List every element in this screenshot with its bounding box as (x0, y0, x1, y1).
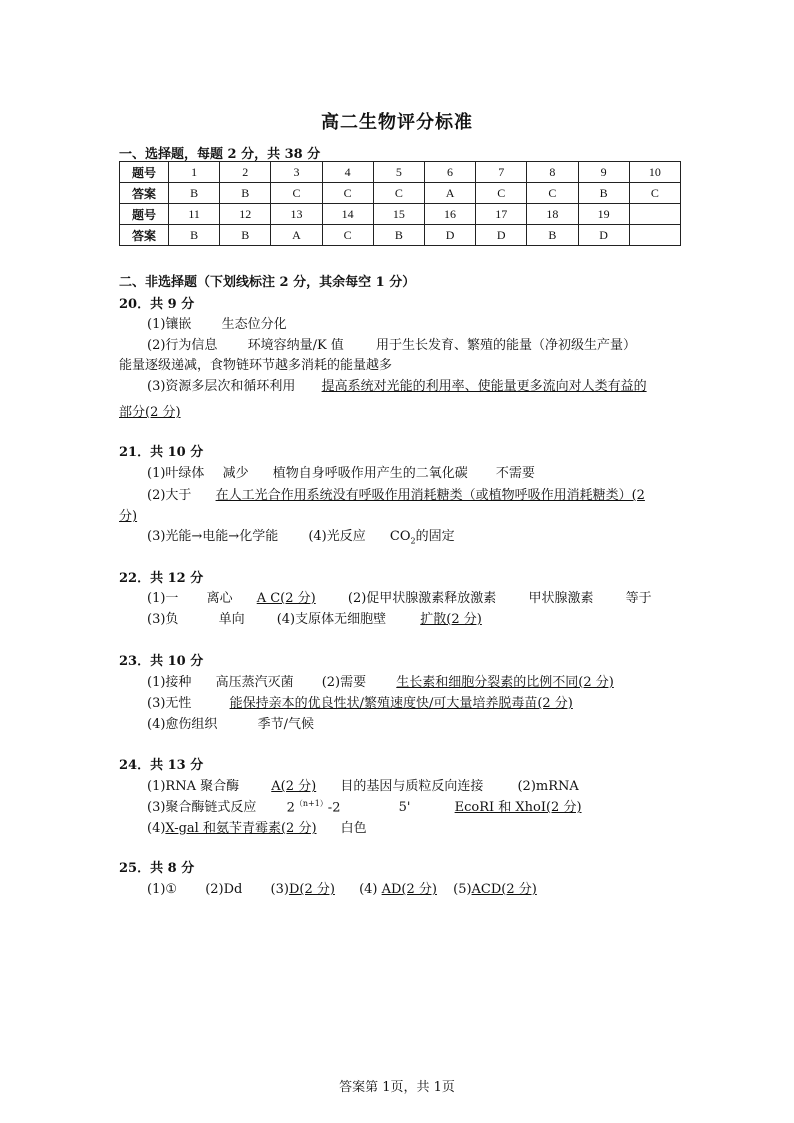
page-footer: 答案第 1页，共 1页 (339, 1080, 455, 1095)
answer-text: 白色 (340, 821, 367, 836)
answer-text: (4)支原体无细胞壁 (276, 612, 387, 627)
answer-text: (1)接种 (147, 675, 192, 690)
answer-text: 等于 (625, 591, 652, 606)
answer-cell: B (220, 225, 271, 246)
underlined-answer: EcoRI 和 XhoI(2 分) (454, 800, 582, 815)
underlined-answer: X-gal 和氨苄青霉素(2 分) (165, 821, 317, 836)
answer-text: (4)光反应 (308, 529, 366, 544)
underlined-answer: 提高系统对光能的利用率、使能量更多流向对人类有益的 (321, 379, 647, 394)
answer-cell: C (271, 183, 322, 204)
question-20-line-3 (119, 354, 392, 373)
underlined-answer: A(2 分) (271, 779, 317, 794)
underlined-answer: A C(2 分) (256, 591, 316, 606)
page-title: 高二生物评分标准 (321, 112, 473, 133)
answer-text: (2)Dd (205, 882, 243, 897)
question-23-line-1 (147, 671, 614, 690)
co2-subscript: 2 (410, 536, 416, 546)
question-number: 9 (578, 162, 629, 183)
row-label-answer: 答案 (120, 225, 169, 246)
answer-cell: D (578, 225, 629, 246)
question-number: 18 (527, 204, 578, 225)
answer-cell: B (527, 225, 578, 246)
answer-text: (1)一 (147, 591, 179, 606)
underlined-answer: 生长素和细胞分裂素的比例不同(2 分) (396, 675, 614, 690)
answer-cell: C (527, 183, 578, 204)
table-row (120, 183, 681, 204)
answer-text: 5' (398, 800, 411, 815)
table-row (120, 225, 681, 246)
answer-cell: A (424, 183, 475, 204)
question-22-line-1 (147, 587, 652, 606)
answer-text: (3)聚合酶链式反应 (147, 800, 257, 815)
question-number: 17 (476, 204, 527, 225)
answer-text: 能量逐级递减，食物链环节越多消耗的能量越多 (119, 358, 393, 373)
question-21-line-3 (119, 505, 137, 524)
answer-text: (2)大于 (147, 488, 192, 503)
question-number: 2 (220, 162, 271, 183)
underlined-answer: ACD(2 分) (471, 882, 537, 897)
question-20-line-5 (119, 401, 181, 420)
answer-cell: C (322, 183, 373, 204)
section2-heading: 二、非选择题（下划线标注 2 分，其余每空 1 分） (119, 275, 416, 290)
answer-cell: B (220, 183, 271, 204)
answer-text: 高压蒸汽灭菌 (215, 675, 294, 690)
question-number: 1 (169, 162, 220, 183)
question-20-line-4 (147, 375, 647, 394)
answer-cell: D (476, 225, 527, 246)
underlined-answer: 扩散(2 分) (420, 612, 482, 627)
question-number: 6 (424, 162, 475, 183)
answer-cell: B (169, 225, 220, 246)
question-20-heading: 20．共 9 分 (119, 297, 195, 312)
question-21-line-4 (147, 525, 455, 546)
answer-text: 用于生长发育、繁殖的能量（净初级生产量） (375, 338, 636, 353)
answer-text: (3)无性 (147, 696, 192, 711)
answer-text: (2)需要 (321, 675, 367, 690)
question-number (629, 204, 680, 225)
answer-cell: C (322, 225, 373, 246)
answer-text: 单向 (218, 612, 245, 627)
answer-text: (4) (147, 821, 166, 836)
question-24-line-2 (147, 796, 582, 815)
question-20-line-1 (147, 313, 287, 332)
question-number: 19 (578, 204, 629, 225)
question-24-line-3 (147, 817, 367, 836)
question-number: 5 (373, 162, 424, 183)
answer-text: (3)光能→电能→化学能 (147, 529, 279, 544)
answer-text: 生态位分化 (221, 317, 287, 332)
answer-cell: A (271, 225, 322, 246)
answer-text: 植物自身呼吸作用产生的二氧化碳 (272, 466, 468, 481)
answer-label: (5) (453, 882, 472, 897)
answer-text: (4)愈伤组织 (147, 717, 218, 732)
answer-text: (2)促甲状腺激素释放激素 (347, 591, 497, 606)
underlined-answer: 在人工光合作用系统没有呼吸作用消耗糖类（或植物呼吸作用消耗糖类）(2 (215, 488, 645, 503)
question-24-heading: 24．共 13 分 (119, 758, 204, 773)
question-number: 4 (322, 162, 373, 183)
question-number: 7 (476, 162, 527, 183)
underlined-answer: 分) (119, 509, 138, 524)
row-label-question: 题号 (120, 162, 169, 183)
question-number: 14 (322, 204, 373, 225)
table-row (120, 204, 681, 225)
fixation-text: 的固定 (415, 529, 455, 544)
answer-text: 甲状腺激素 (528, 591, 594, 606)
power-tail: -2 (327, 800, 341, 815)
underlined-answer: AD(2 分) (381, 882, 437, 897)
question-21-heading: 21．共 10 分 (119, 445, 204, 460)
answer-text: (1)RNA 聚合酶 (147, 779, 240, 794)
answer-cell: B (578, 183, 629, 204)
answer-cell: C (373, 183, 424, 204)
answer-text (359, 878, 437, 897)
answer-label: (4) (359, 882, 382, 897)
answer-text: (2)mRNA (517, 779, 579, 794)
co2-text: CO (389, 529, 411, 544)
answer-text: 季节/气候 (257, 717, 314, 732)
question-20-line-2 (147, 334, 636, 353)
answer-text: 离心 (206, 591, 233, 606)
question-23-line-3 (147, 713, 314, 732)
question-22-line-2 (147, 608, 482, 627)
row-label-answer: 答案 (120, 183, 169, 204)
question-21-line-2 (147, 484, 645, 503)
question-number: 11 (169, 204, 220, 225)
answer-cell: C (629, 183, 680, 204)
answer-cell: D (424, 225, 475, 246)
question-number: 8 (527, 162, 578, 183)
answer-text: 不需要 (495, 466, 535, 481)
answer-text: (2)行为信息 (147, 338, 218, 353)
question-number: 15 (373, 204, 424, 225)
question-23-line-2 (147, 692, 573, 711)
answer-cell: B (169, 183, 220, 204)
answer-table (119, 161, 681, 246)
underlined-answer: 能保持亲本的优良性状/繁殖速度快/可大量培养脱毒苗(2 分) (229, 696, 573, 711)
answer-text: (1)镶嵌 (147, 317, 192, 332)
answer-text: 环境容纳量/K 值 (247, 338, 344, 353)
underlined-answer: 部分(2 分) (119, 405, 181, 420)
answer-cell (629, 225, 680, 246)
answer-text: (3)资源多层次和循环利用 (147, 379, 296, 394)
row-label-question: 题号 (120, 204, 169, 225)
answer-text: 减少 (222, 466, 249, 481)
question-24-line-1 (147, 775, 579, 794)
answer-text (453, 878, 537, 897)
question-number: 10 (629, 162, 680, 183)
question-25-heading: 25．共 8 分 (119, 861, 195, 876)
question-number: 13 (271, 204, 322, 225)
table-row (120, 162, 681, 183)
question-number: 16 (424, 204, 475, 225)
question-25-line-1 (147, 878, 537, 897)
section1-heading: 一、选择题，每题 2 分，共 38 分 (119, 147, 321, 162)
answer-cell: B (373, 225, 424, 246)
underlined-answer: D(2 分) (288, 882, 335, 897)
answer-text: (1)叶绿体 (147, 466, 205, 481)
question-number: 12 (220, 204, 271, 225)
power-exponent: （n+1） (294, 798, 328, 808)
answer-text: (3)负 (147, 612, 179, 627)
answer-text (271, 878, 335, 897)
question-22-heading: 22．共 12 分 (119, 571, 204, 586)
answer-cell: C (476, 183, 527, 204)
question-23-heading: 23．共 10 分 (119, 654, 204, 669)
answer-text: (1)① (147, 882, 178, 897)
answer-label: (3) (270, 882, 289, 897)
answer-text: 目的基因与质粒反向连接 (340, 779, 484, 794)
power-base: 2 (286, 800, 295, 815)
answer-text (390, 525, 455, 546)
question-21-line-1 (147, 462, 535, 481)
answer-text (287, 798, 341, 815)
question-number: 3 (271, 162, 322, 183)
